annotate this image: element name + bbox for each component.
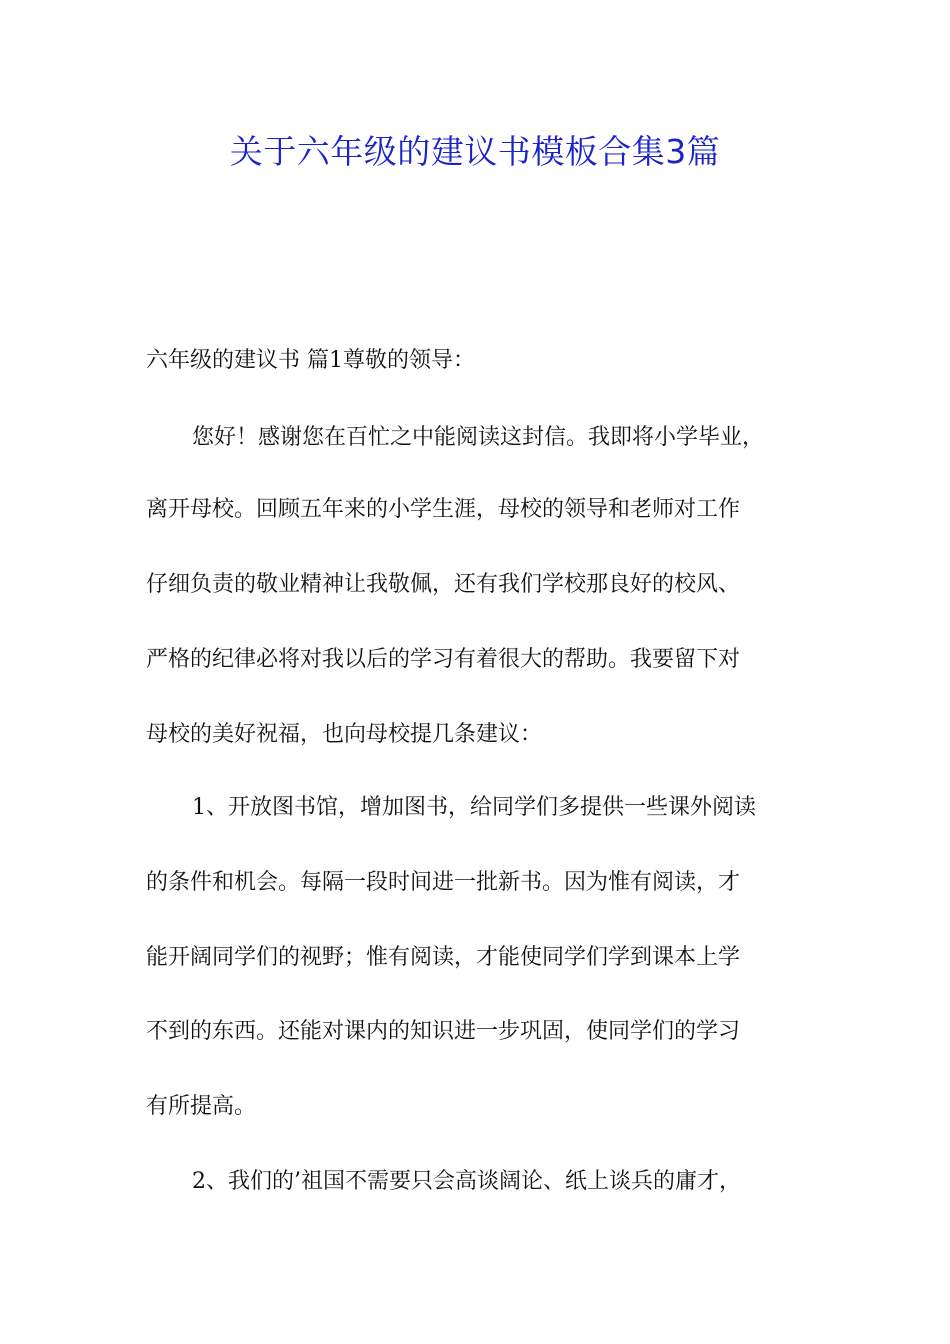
body-line: 严格的纪律必将对我以后的学习有着很大的帮助。我要留下对 xyxy=(146,647,741,672)
body-line: 有所提高。 xyxy=(146,1094,257,1119)
body-line: 的条件和机会。每隔一段时间进一批新书。因为惟有阅读，才 xyxy=(146,870,741,895)
body-line: 母校的美好祝福，也向母校提几条建议： xyxy=(146,722,543,747)
document-title: 关于六年级的建议书模板合集3篇 xyxy=(229,132,721,171)
body-line: 1、开放图书馆，增加图书，给同学们多提供一些课外阅读 xyxy=(192,795,756,820)
body-line: 仔细负责的敬业精神让我敬佩，还有我们学校那良好的校风、 xyxy=(146,572,741,597)
body-line: 您好！感谢您在百忙之中能阅读这封信。我即将小学毕业， xyxy=(192,425,765,450)
body-line: 不到的东西。还能对课内的知识进一步巩固，使同学们的学习 xyxy=(146,1019,741,1044)
body-line: 2、我们的’祖国不需要只会高谈阔论、纸上谈兵的庸才， xyxy=(192,1169,741,1194)
body-line: 离开母校。回顾五年来的小学生涯，母校的领导和老师对工作 xyxy=(146,497,741,522)
section-heading-line: 六年级的建议书 篇1尊敬的领导： xyxy=(146,348,475,373)
body-line: 能开阔同学们的视野；惟有阅读，才能使同学们学到课本上学 xyxy=(146,945,741,970)
